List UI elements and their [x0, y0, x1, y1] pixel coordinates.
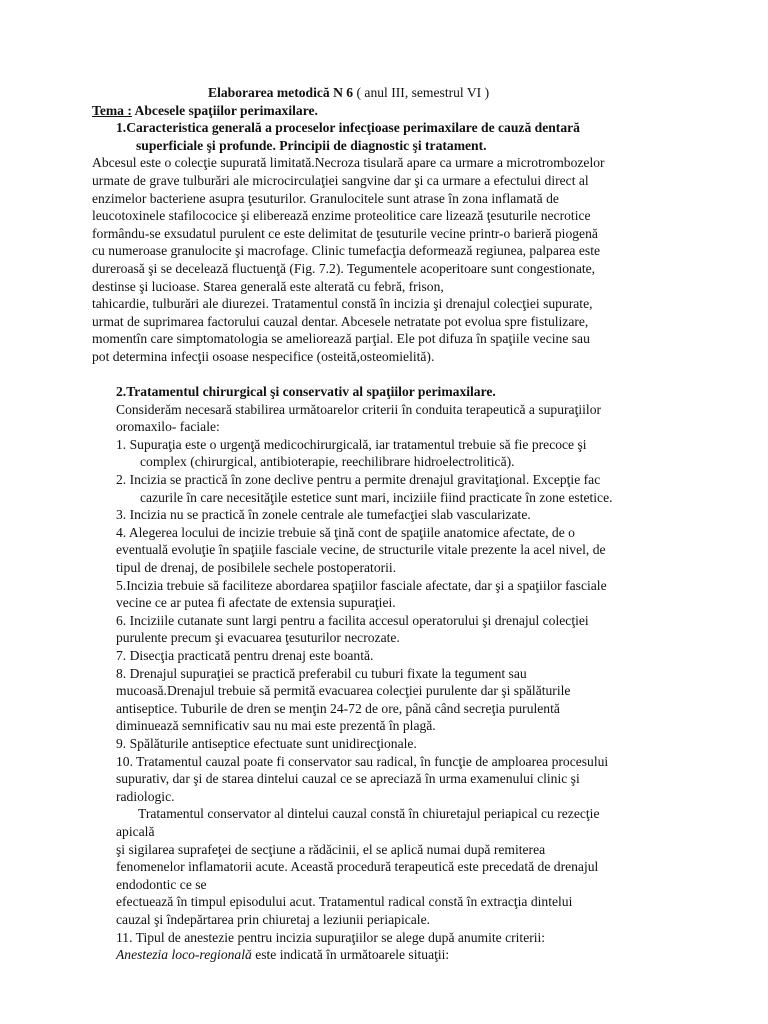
- document-title: [92, 84, 692, 102]
- list-item: purulente precum şi evacuarea ţesuturilor necrozate.: [116, 630, 400, 646]
- list-item: 4. Alegerea locului de incizie trebuie să ţină cont de spaţiile anatomice afectate, de o: [116, 524, 575, 540]
- para1-line: formându-se exsudatul purulent ce este delimitat de ţesuturile vecine printr-o barieră piogenă: [92, 225, 598, 241]
- paragraph-1: [92, 154, 692, 365]
- para1-line: momentîn care simptomatologia se ameliorează parţial. Ele pot difuza în spaţiile vecine sau: [92, 331, 590, 347]
- document-page: [92, 84, 692, 964]
- list-item: 3. Incizia nu se practică în zonele centrale ale tumefacţiei slab vascularizate.: [116, 507, 531, 523]
- para2-line: apicală: [116, 823, 155, 839]
- list-item: eventuală evoluţie în spaţiile fasciale vecine, de structurile vitale prezente la acel nivel, de: [116, 542, 606, 558]
- criteria-list: [92, 436, 692, 805]
- topic-line: [92, 102, 692, 120]
- section2-intro: [92, 401, 692, 436]
- para2-line: endodontic ce se: [116, 876, 207, 892]
- section1-heading: [92, 119, 692, 154]
- topic-text: Abcesele spaţiilor perimaxilare.: [131, 102, 318, 118]
- topic-label: Tema :: [92, 102, 132, 118]
- para2-line: efectuează în timpul episodului acut. Tratamentul radical constă în extracţia dintelui: [116, 894, 573, 910]
- para1-line: leucotoxinele stafilococice şi eliberează enzime proteolitice care lizează ţesuturile necrotice: [92, 208, 591, 224]
- para2-line: cauzal şi îndepărtarea prin chiuretaj a leziunii periapicale.: [116, 911, 430, 927]
- para1-line: urmate de grave tulburări ale microcirculaţiei sangvine dar şi ca urmare a efectului direct al: [92, 172, 589, 188]
- para1-line: dureroasă şi se decelează fluctuenţă (Fig. 7.2). Tegumentele acoperitoare sunt congestionate,: [92, 260, 596, 276]
- list-item: 8. Drenajul supuraţiei se practică preferabil cu tuburi fixate la tegument sau: [116, 665, 527, 681]
- list-item: antiseptice. Tuburile de dren se menţin 24-72 de ore, până când secreţia purulentă: [116, 700, 560, 716]
- anesthesia-rest: este indicată în următoarele situaţii:: [251, 947, 450, 963]
- list-item-line: complex (chirurgical, antibioterapie, reechilibrare hidroelectrolitică).: [140, 454, 515, 470]
- para1-line: pot determina infecţii osoase nespecifice (osteită,osteomielită).: [92, 348, 435, 364]
- list-item-line: 2. Incizia se practică în zone declive pentru a permite drenajul gravitaţional. Excepţie fac: [116, 472, 601, 488]
- para1-line: tahicardie, tulburări ale diurezei. Tratamentul constă în incizia şi drenajul colecţiei supurate,: [92, 296, 593, 312]
- section1-line2: superficiale şi profunde. Principii de diagnostic şi tratament.: [136, 137, 487, 153]
- anesthesia-term: Anestezia loco-regională: [116, 947, 252, 963]
- list-item: 5.Incizia trebuie să faciliteze abordarea spaţiilor fasciale afectate, dar şi a spaţiilor fasciale: [116, 577, 607, 593]
- list-item: diminuează semnificativ sau nu mai este prezentă în plagă.: [116, 718, 436, 734]
- para1-line: enzimelor bacteriene asupra ţesuturilor. Granulocitele sunt atrase în zona inflamată de: [92, 190, 559, 206]
- para1-line: urmat de suprimarea factorului cauzal dentar. Abcesele netratate pot evolua spre fistulizare,: [92, 313, 589, 329]
- list-item: radiologic.: [116, 788, 175, 804]
- list-item: 9. Spălăturile antiseptice efectuate sunt unidirecţionale.: [116, 735, 417, 751]
- section2-intro-line: oromaxilo- faciale:: [116, 419, 220, 435]
- para2-line: şi sigilarea suprafeţei de secţiune a rădăcinii, el se aplică numai după remiterea: [116, 841, 546, 857]
- list-item-line: cazurile în care necesităţile estetice sunt mari, inciziile fiind practicate în zone estetice.: [140, 489, 613, 505]
- list-item-line: 1. Supuraţia este o urgenţă medicochirurgicală, iar tratamentul trebuie să fie precoce şi: [116, 436, 587, 452]
- list-item: [116, 471, 692, 506]
- para1-line: destinse şi lucioase. Starea generală este alterată cu febră, frison,: [92, 278, 444, 294]
- para1-line: Abcesul este o colecţie supurată limitată.Necroza tisulară apare ca urmare a microtrombozelor: [92, 155, 605, 171]
- list-item: mucoasă.Drenajul trebuie să permită evacuarea colecţiei purulente dar şi spălăturile: [116, 683, 571, 699]
- list-item: [116, 436, 692, 471]
- para2-line: fenomenelor inflamatorii acute. Această procedură terapeutică este precedată de drenajul: [116, 859, 599, 875]
- list-item: 7. Disecţia practicată pentru drenaj este boantă.: [116, 648, 374, 663]
- list-item: tipul de drenaj, de posibilele sechele postoperatorii.: [116, 560, 397, 576]
- para2-line-last: [116, 946, 692, 964]
- list-item: 10. Tratamentul cauzal poate fi conservator sau radical, în funcţie de amploarea procesului: [116, 753, 609, 769]
- paragraph-2: [92, 805, 692, 963]
- section2-heading: 2.Tratamentul chirurgical şi conservativ al spaţiilor perimaxilare.: [116, 384, 496, 400]
- list-item: 6. Inciziile cutanate sunt largi pentru a facilita accesul operatorului şi drenajul colecţiei: [116, 612, 589, 628]
- para2-line: Tratamentul conservator al dintelui cauzal constă în chiuretajul periapical cu rezecţie: [138, 806, 600, 822]
- section2-intro-line: Considerăm necesară stabilirea următoarelor criterii în conduita terapeutică a supuraţiilor: [116, 401, 602, 417]
- para1-line: cu numeroase granulocite şi macrofage. Clinic tumefacţia deformează regiunea, palparea este: [92, 243, 601, 259]
- title-rest: ( anul III, semestrul VI ): [353, 85, 490, 100]
- list-item: vecine ce ar putea fi afectate de extensia supuraţiei.: [116, 595, 396, 611]
- section1-line1: 1.Caracteristica generală a proceselor infecţioase perimaxilare de cauză dentară: [116, 120, 580, 136]
- list-item: supurativ, dar şi de starea dintelui cauzal ce se apreciază în urma examenului clinic şi: [116, 771, 580, 787]
- para2-line: 11. Tipul de anestezie pentru incizia supuraţiilor se alege după anumite criterii:: [116, 929, 546, 945]
- title-bold: Elaborarea metodică N 6: [208, 85, 354, 100]
